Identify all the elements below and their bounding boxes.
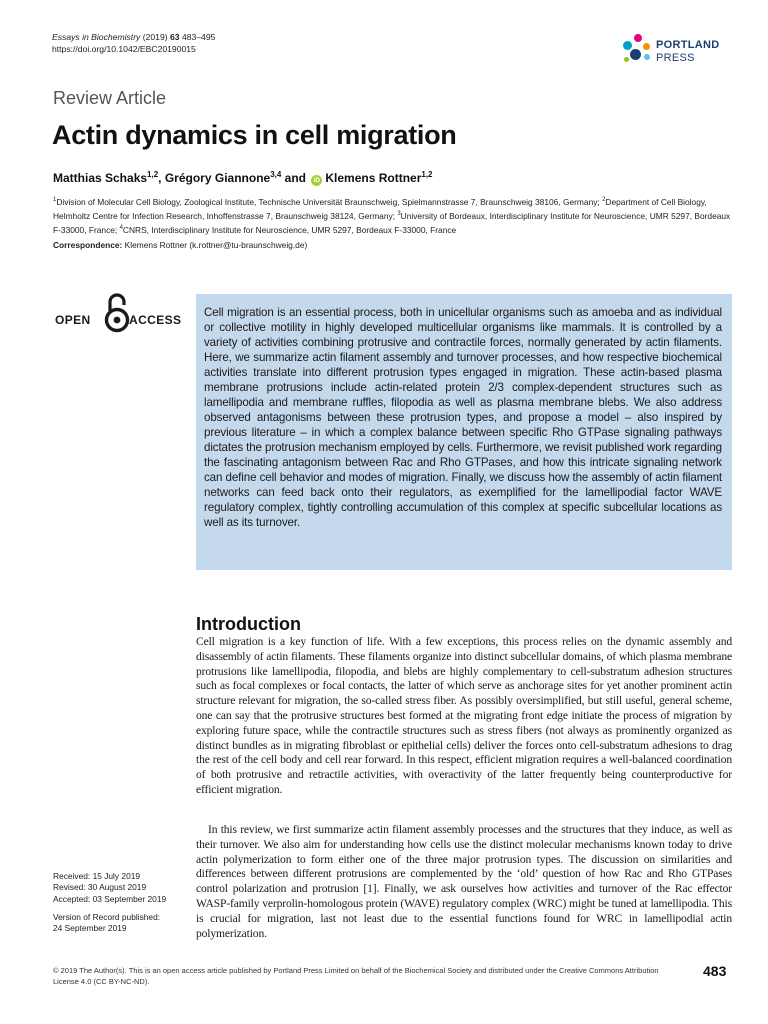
publisher-dots-icon [620,32,654,66]
affiliation-text: Division of Molecular Cell Biology, Zoological Institute, Technische Universität Braunschweig, Spielmannstrasse 7, Braunschweig 38106, Germany; [56,196,603,207]
author-list [53,170,433,186]
abstract-text: Cell migration is an essential process, both in unicellular organisms such as amoeba and as individual or collective motility in highly developed multicellular organisms like mammals. It is controlled by a variety of activities combining protrusive and contractile forces, normally generated by actin filaments. Here, we summarize actin filament assembly and turnover processes, and how respective biochemical activities translate into different protrusion types engaged in migration. These actin-based plasma membrane protrusions include actin-related protein 2/3 complex-dependent structures such as lamellipodia and membrane ruffles, filopodia as well as plasma membrane blebs. We also address observed antagonisms between these protrusion types, and propose a model – also inspired by previous literature – in which a complex balance between specific Rho GTPase signaling pathways dictates the protrusion mechanism employed by cells. Furthermore, we revisit published work regarding the fascinating antagonism between Rac and Rho GTPases, and how this intricate signaling network can define cell behavior and modes of migration. Finally, we discuss how the assembly of actin filament networks can feed back onto their regulators, as exemplified for the lamellipodial factor WAVE regulatory complex, tightly controlling accumulation of this complex at specific subcellular locations as well as its turnover. [204,306,722,529]
author-separator: and [281,171,310,185]
author-affiliation-marker: 1,2 [421,170,433,179]
journal-name: Essays in Biochemistry [52,32,141,42]
logo-dot [643,43,650,50]
logo-dot [624,57,629,62]
author-name[interactable]: Klemens Rottner [325,171,422,185]
open-access-badge [55,291,183,341]
received-date: Received: 15 July 2019 [53,871,141,881]
version-of-record-date: 24 September 2019 [53,923,127,934]
author-name[interactable]: Matthias Schaks [53,171,148,185]
author-affiliation-marker: 1,2 [147,170,159,179]
introduction-paragraph: Cell migration is a key function of life. With a few exceptions, this process relies on the dynamic assembly and disassembly of actin filaments. These filaments organize into distinct subcellular domains, of which plasma membrane protrusions like lamellipodia, filopodia, and blebs are highly complementary to cell-substratum adhesion structures such as focal complexes or focal contacts, the latter of which serve as anchorage sites for yet another prominent actin structure relevant for migration, the so-called stress fiber. As possibly oversimplified, but still useful, general scheme, one can say that the protrusive structures best formed at the migrating front edge initiate the process of migration by exploring future space, while the contractile structures such as stress fibers (not always as prominently organized as distinct bundles as in migrating fibroblast or epithelial cells) deliver the forces onto cell-substratum adhesions to drag the rest of the cell body and cell rear forward. In this respect, efficient migration requires a well-balanced coordination of both protrusive and retractile activities, with overactivity of the latter frequently being counterproductive for efficient migration. [196,635,732,796]
journal-year: (2019) [142,32,168,42]
correspondence-contact[interactable]: Klemens Rottner (k.rottner@tu-braunschweig.de) [122,240,308,250]
publisher-name-line2: PRESS [656,52,695,64]
affiliation-marker: 1 [53,197,57,203]
open-access-label-right: ACCESS [129,313,182,327]
open-access-lock-icon [103,291,131,333]
accepted-date: Accepted: 03 September 2019 [53,893,167,904]
page-number: 483 [703,963,727,979]
correspondence-label: Correspondence: [53,240,123,250]
article-dates [53,871,166,934]
logo-dot [644,54,650,60]
publisher-name-line1: PORTLAND [656,39,720,51]
revised-date: Revised: 30 August 2019 [53,882,147,893]
logo-dot [630,49,641,60]
author-name[interactable]: Grégory Giannone [164,171,271,185]
affiliations [53,194,733,236]
open-access-label-left: OPEN [55,313,91,327]
article-title: Actin dynamics in cell migration [52,120,457,150]
logo-dot [634,34,642,42]
affiliation-text: Department of Cell Biology, Helmholtz Centre for Infection Research, Inhoffenstrasse 7, Braunschweig 38124, Germany; [53,196,707,221]
license-statement: © 2019 The Author(s). This is an open access article published by Portland Press Limited on behalf of the Biochemical Society and distributed under the Creative Commons Attribution License 4.0 (CC BY-NC-ND). [53,966,659,986]
author-affiliation-marker: 3,4 [270,170,282,179]
orcid-icon[interactable]: iD [311,175,322,186]
journal-volume: 63 [169,32,180,42]
introduction-paragraph: In this review, we first summarize actin filament assembly processes and the structures that they induce, as well as their turnover. We also aim for understanding how cells use the distinct molecular mechanisms known today to drive actin polymerization to form either one of the three major protrusion types. The discussion on similarities and differences between different protrusions are complemented by the ‘old’ question of how Rac and Rho GTPases control polarization and protrusion [1]. Finally, we ask ourselves how activities and turnover of the Rac effector WASP-family verprolin-homologous protein (WAVE) regulatory complex (WRC) might be tuned at lamellipodia. This is crucial for migration, last not least due to the essential functions found for WRC in lamellipodial actin polymerization. [196,823,732,940]
author-separator: , [158,171,165,185]
journal-pages: 483–495 [181,32,216,42]
affiliation-marker: 2 [602,197,606,203]
section-heading-introduction: Introduction [196,614,301,634]
affiliation-text: University of Bordeaux, Interdisciplinary Institute for Neuroscience, UMR 5297, Bordeaux F-33000, France; [53,210,731,235]
affiliation-text: CNRS, Interdisciplinary Institute for Neuroscience, UMR 5297, Bordeaux F-33000, France [122,224,457,235]
publisher-logo [620,32,740,66]
abstract-box [196,294,732,570]
journal-citation [52,31,215,55]
affiliation-marker: 4 [119,225,123,231]
version-of-record-label: Version of Record published: [53,911,161,922]
article-type: Review Article [53,88,167,108]
logo-dot [623,41,632,50]
correspondence [53,240,307,250]
doi-link[interactable]: https://doi.org/10.1042/EBC20190015 [52,44,196,54]
affiliation-marker: 3 [397,211,401,217]
